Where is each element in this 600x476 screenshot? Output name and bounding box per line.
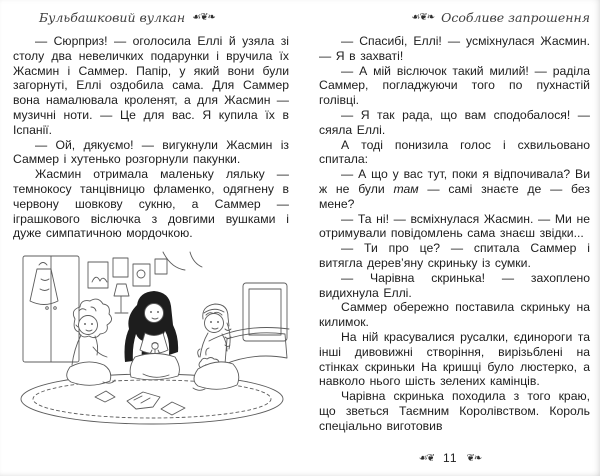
paragraph: На ній красувалися русалки, єдинороги та інші дивовижні створіння, вирізьблені на стінках скриньки На кришці було люстерко, а навколо нього шість зелених камінців.	[319, 329, 590, 389]
floral-ornament-icon: ☙❦❧	[192, 11, 215, 23]
paragraph: А тоді понизила голос і схвильовано спитала:	[319, 137, 590, 167]
floral-ornament-icon: ☙❦❧	[411, 11, 435, 23]
paragraph: — Спасибі, Еллі! — усміхнулася Жасмин. — Я в захваті!	[319, 34, 590, 63]
right-chapter-title: Особливе запрошення	[441, 9, 590, 25]
right-page-header	[319, 7, 590, 27]
right-page-text	[319, 34, 590, 434]
illustration-container	[13, 251, 289, 432]
paragraph: — Сюрприз! — оголосила Еллі й узяла зі столу два невеличких подарунки і вручила їх Жасмин і Саммер. Папір, у який вони були загорнуті, Еллі оздобила сама. Для Саммер вона намалювала кроленят, а для Жасмин — музичні ноти. — Це для вас. Я купила їх в Іспанії.	[13, 34, 289, 137]
paragraph: Саммер обережно поставила скриньку на килимок.	[319, 300, 590, 330]
paragraph: Чарівна скринька походила з того краю, що зветься Таємним Королівством. Король спеціально виготовив	[319, 389, 590, 433]
three-girls-opening-presents-illustration	[13, 251, 291, 427]
paragraph: — А мій віслючок такий милий! — раділа Саммер, погладжуючи того по пухнастій голівці.	[319, 63, 590, 108]
paragraph: — Ой, дякуємо! — вигукнули Жасмин із Саммер і хутенько розгорнули пакунки.	[13, 137, 289, 167]
paragraph: — Ти про це? — спитала Саммер і витягла дерев’яну скриньку із сумки.	[319, 241, 590, 270]
page-number: 11	[443, 451, 458, 465]
right-page	[300, 0, 600, 476]
paragraph: — А що у вас тут, поки я відпочивала? Ви ж не були там — самі знаєте де — без мене?	[319, 167, 590, 211]
floral-ornament-icon: ☙❦	[418, 452, 435, 464]
floral-ornament-icon: ❦❧	[466, 452, 482, 464]
paragraph: — Я так рада, що вам сподобалося! — сяяла Еллі.	[319, 107, 590, 137]
paragraph: Жасмин отримала маленьку ляльку — темнокосу танцівницю фламенко, одягнену в червону шовкову сукню, а Саммер — іграшкового віслючка з довгими вушками і дуже симпатичною мордочкою.	[13, 167, 289, 241]
left-chapter-title: Бульбашковий вулкан	[39, 9, 186, 25]
left-page-text	[13, 34, 289, 241]
page-footer	[300, 451, 600, 465]
left-page-header	[13, 7, 289, 27]
paragraph: — Чарівна скринька! — захоплено видихнула Еллі.	[319, 270, 590, 300]
paragraph: — Та ні! — всміхнулася Жасмин. — Ми не отримували повідомлень сама знаєш звідки...	[319, 211, 590, 241]
